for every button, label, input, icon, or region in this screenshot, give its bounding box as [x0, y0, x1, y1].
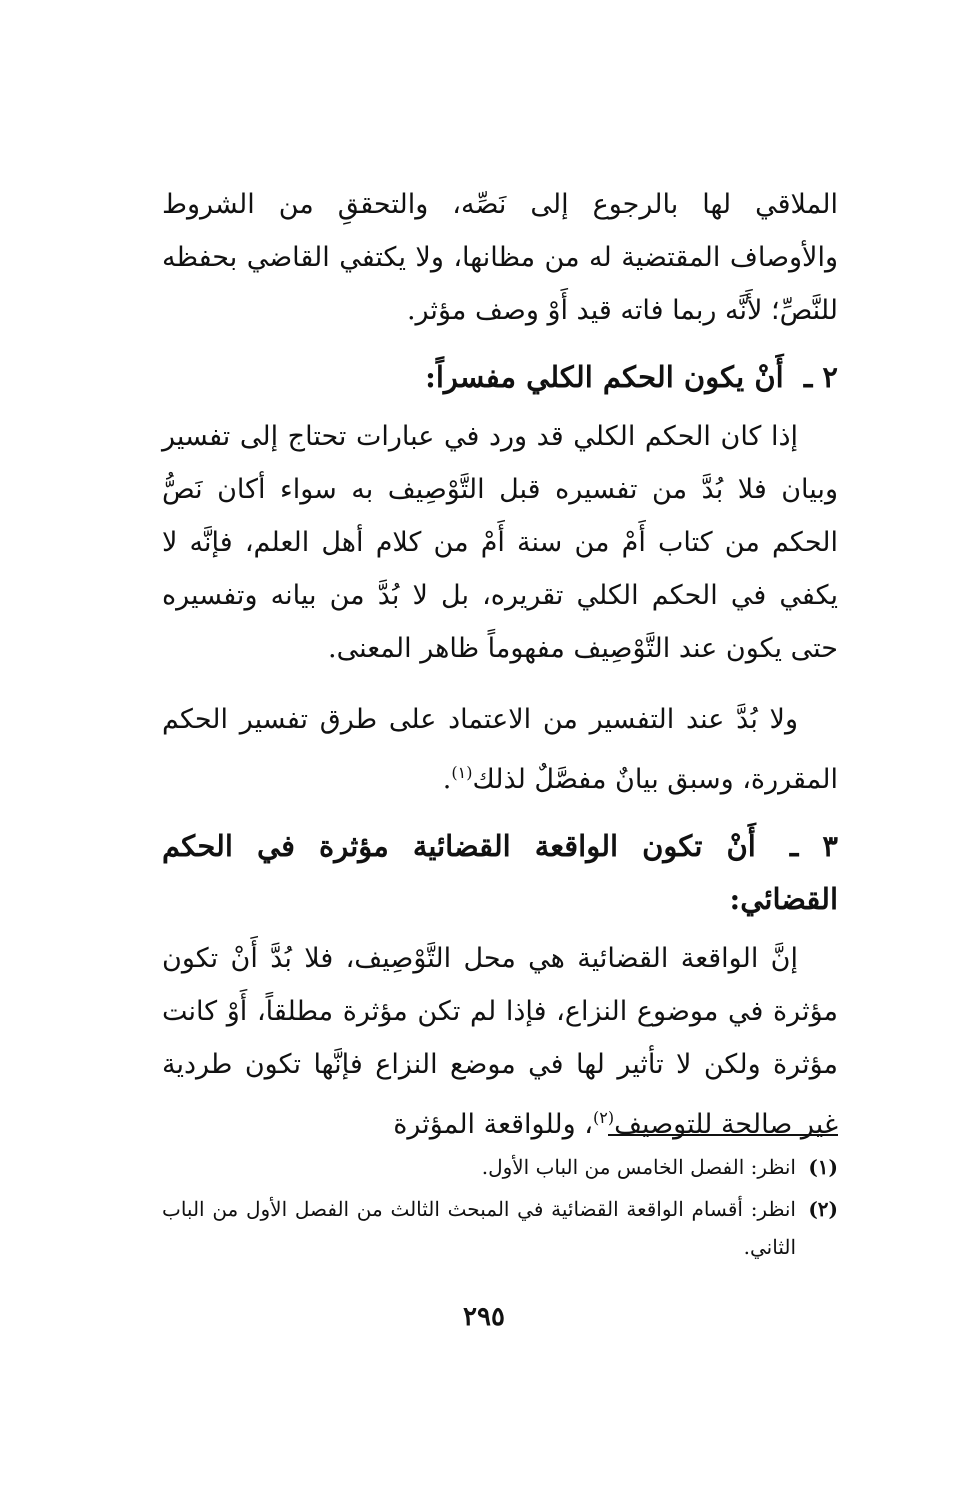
footnote-ref-2[interactable]: (٢): [593, 1108, 615, 1127]
paragraph-judicial-fact: [162, 932, 838, 1151]
paragraph-continuation: الملاقي لها بالرجوع إلى نَصِّه، والتحققِ من الشروط والأوصاف المقتضية له من مظانها، ولا يكتفي القاضي بحفظه للنَّصِّ؛ لأَنَّه ربما فاته قيد أَوْ وصف مؤثر.: [162, 189, 838, 326]
footnote-2: [162, 1190, 838, 1266]
heading-number: ٢ ـ: [803, 360, 838, 394]
section-heading-2: [162, 351, 838, 404]
paragraph-interpretation-methods: [162, 693, 838, 806]
paragraph-interpretation: إذا كان الحكم الكلي قد ورد في عبارات تحتاج إلى تفسير وبيان فلا بُدَّ من تفسيره قبل التَّوْصِيف به سواء أكان نَصُّ الحكم من كتاب أَمْ من سنة أَمْ من كلام أهل العلم، فإنَّه لا يكفي في الحكم الكلي تقريره، بل لا بُدَّ من بيانه وتفسيره حتى يكون عند التَّوْصِيف مفهوماً ظاهر المعنى.: [162, 421, 838, 664]
page-number: ٢٩٥: [463, 1302, 505, 1332]
paragraph-text: ولا بُدَّ عند التفسير من الاعتماد على طرق تفسير الحكم المقررة، وسبق بيانٌ مفصَّلٌ لذلك: [162, 704, 838, 795]
heading-text: أَنْ تكون الواقعة القضائية مؤثرة في الحكم القضائي:: [162, 829, 838, 916]
footnote-divider: [608, 1134, 838, 1136]
section-heading-3: [162, 820, 838, 926]
footnote-mark: (١): [808, 1155, 838, 1179]
heading-number: ٣ ـ: [789, 829, 838, 863]
paragraph-text: إنَّ الواقعة القضائية هي محل التَّوْصِيف، فلا بُدَّ أَنْ تكون مؤثرة في موضوع النزاع، فإذا لم تكن مؤثرة مطلقاً، أَوْ كانت مؤثرة ولكن لا تأثير لها في موضع النزاع فإنَّها تكون طردية غير صالحة للتوصيف: [162, 943, 838, 1140]
page-body: [162, 178, 838, 1151]
paragraph-text-cont: ، وللواقعة المؤثرة: [393, 1109, 593, 1140]
footnote-mark: (٢): [808, 1197, 838, 1221]
heading-text: أَنْ يكون الحكم الكلي مفسراً:: [425, 360, 784, 394]
footnote-text: انظر: الفصل الخامس من الباب الأول.: [481, 1155, 796, 1179]
footnote-text: انظر: أقسام الواقعة القضائية في المبحث الثالث من الفصل الأول من الباب الثاني.: [162, 1197, 796, 1259]
footnote-1: [162, 1148, 838, 1186]
footnote-ref-1[interactable]: (١): [451, 763, 473, 782]
paragraph-end: .: [442, 764, 452, 795]
footnotes: [162, 1148, 838, 1270]
